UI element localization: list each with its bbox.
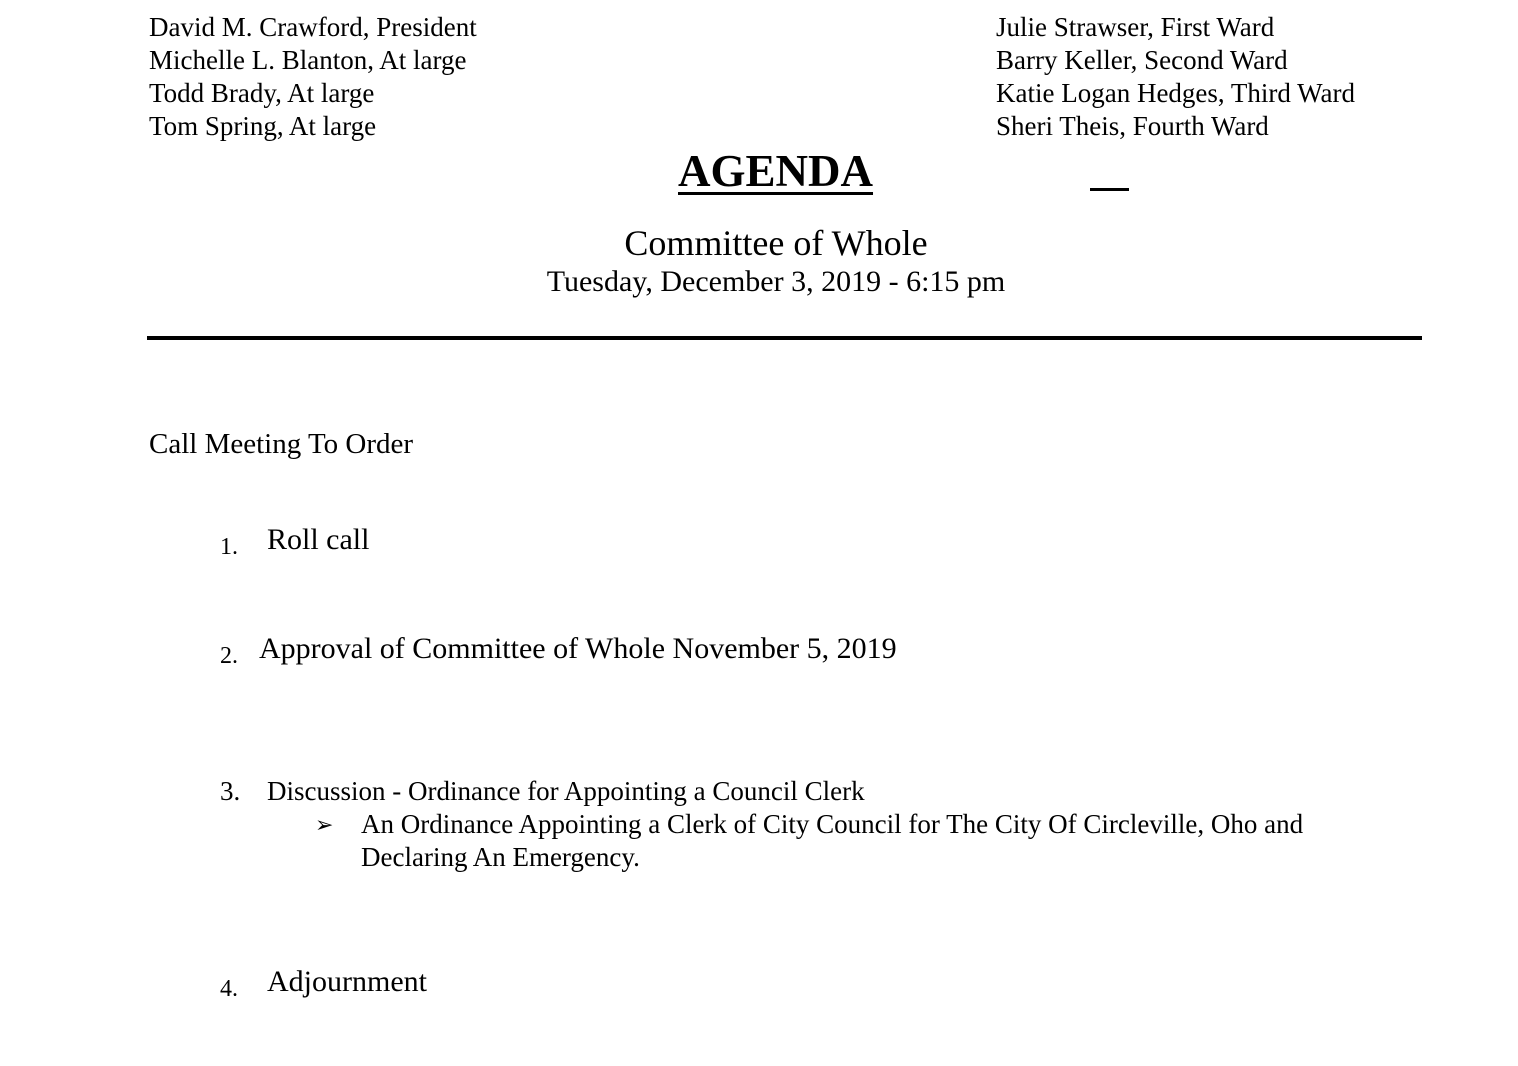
council-member: Tom Spring, At large	[149, 111, 377, 141]
meeting-name: Committee of Whole	[624, 223, 928, 263]
council-member: Julie Strawser, First Ward	[996, 12, 1275, 42]
item-number: 1.	[220, 534, 238, 560]
sub-bullet-line: Declaring An Emergency.	[361, 842, 640, 872]
council-members-left	[149, 11, 477, 143]
council-member: Todd Brady, At large	[149, 78, 375, 108]
item-text: Roll call	[267, 523, 370, 556]
council-member: David M. Crawford, President	[149, 12, 477, 42]
council-member: Sheri Theis, Fourth Ward	[996, 111, 1269, 141]
item-number: 3.	[220, 776, 241, 806]
item-text: Approval of Committee of Whole November 5, 2019	[259, 632, 897, 665]
header-divider	[147, 336, 1422, 340]
council-member: Katie Logan Hedges, Third Ward	[996, 78, 1355, 108]
meeting-datetime: Tuesday, December 3, 2019 - 6:15 pm	[546, 265, 1006, 298]
item-number: 2.	[220, 643, 238, 669]
item-text: Discussion - Ordinance for Appointing a Council Clerk	[267, 776, 865, 806]
agenda-title: AGENDA	[678, 146, 874, 196]
blank-underline	[1090, 188, 1129, 191]
item-text: Adjournment	[267, 965, 427, 998]
sub-bullet-line: An Ordinance Appointing a Clerk of City Council for The City Of Circleville, Oho and	[361, 809, 1304, 839]
council-member: Michelle L. Blanton, At large	[149, 45, 467, 75]
arrow-bullet-icon: ➢	[315, 812, 334, 837]
item-number: 4.	[220, 976, 238, 1002]
council-members-right	[996, 11, 1355, 143]
call-to-order: Call Meeting To Order	[149, 428, 414, 460]
council-member: Barry Keller, Second Ward	[996, 45, 1288, 75]
